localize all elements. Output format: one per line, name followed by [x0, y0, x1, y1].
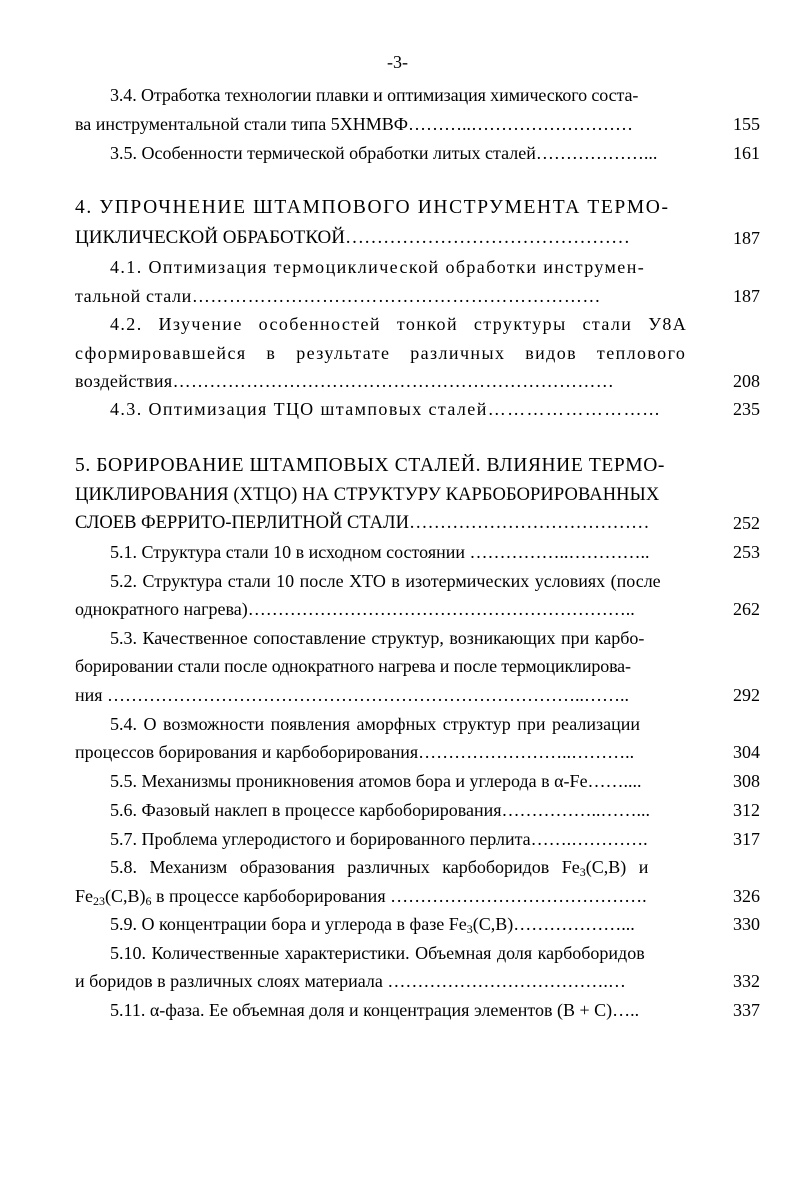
toc-entry-3-4-line-1: 3.4. Отработка технологии плавки и оптимизация химического соста- [110, 85, 639, 105]
toc-chapter-5-line-1: 5. БОРИРОВАНИЕ ШТАМПОВЫХ СТАЛЕЙ. ВЛИЯНИЕ ТЕРМО- [75, 455, 666, 476]
toc-entry-5-11-page: 337 [733, 1000, 760, 1020]
toc-entry-4-1-line-2: тальной стали………………………………………………………… [75, 286, 602, 306]
page-number: -3- [387, 52, 408, 72]
toc-entry-5-8-line-2: $Fe_{23}(C,B)_6$ в процессе карбоборирования ……………………………………. [75, 886, 647, 908]
toc-chapter-4-page: 187 [733, 228, 760, 248]
toc-entry-3-5-page: 161 [733, 143, 760, 163]
toc-entry-3-5-line-1: 3.5. Особенности термической обработки литых сталей………………... [110, 143, 658, 163]
toc-entry-5-3-line-1: 5.3. Качественное сопоставление структур, возникающих при карбо- [110, 628, 645, 648]
toc-entry-5-1-page: 253 [733, 542, 760, 562]
toc-entry-5-7-line-1: 5.7. Проблема углеродистого и борированного перлита…….…………. [110, 829, 648, 849]
toc-entry-4-2-line-1: 4.2. Изучение особенностей тонкой структуры стали У8А [110, 314, 688, 334]
toc-entry-3-4-line-2: ва инструментальной стали типа 5ХНМВФ………..……………………… [75, 114, 634, 134]
toc-entry-5-6-page: 312 [733, 800, 760, 820]
toc-entry-5-8-line-1: 5.8. Механизм образования различных карбоборидов $Fe_3(C,B)$ и [110, 857, 649, 879]
toc-entry-5-3-line-2: борировании стали после однократного нагрева и после термоциклирова- [75, 656, 631, 676]
toc-entry-5-10-line-1: 5.10. Количественные характеристики. Объемная доля карбоборидов [110, 943, 645, 963]
toc-entry-4-3-page: 235 [733, 399, 760, 419]
toc-chapter-4-line-1: 4. УПРОЧНЕНИЕ ШТАМПОВОГО ИНСТРУМЕНТА ТЕРМО- [75, 197, 670, 218]
toc-entry-5-4-line-1: 5.4. О возможности появления аморфных структур при реализации [110, 714, 641, 734]
toc-chapter-5-line-2: ЦИКЛИРОВАНИЯ (ХТЦО) НА СТРУКТУРУ КАРБОБОРИРОВАННЫХ [75, 485, 660, 505]
toc-chapter-5-page: 252 [733, 513, 760, 533]
toc-entry-5-5-line-1: 5.5. Механизмы проникновения атомов бора и углерода в α-Fe…….... [110, 771, 642, 791]
toc-entry-3-4-page: 155 [733, 114, 760, 134]
toc-entry-5-2-page: 262 [733, 599, 760, 619]
toc-entry-5-5-page: 308 [733, 771, 760, 791]
toc-entry-5-8-page: 326 [733, 886, 760, 906]
toc-entry-5-11-line-1: 5.11. α-фаза. Ее объемная доля и концентрация элементов (B + C)….. [110, 1000, 640, 1020]
toc-entry-5-9-page: 330 [733, 914, 760, 934]
toc-entry-4-3-line-1: 4.3. Оптимизация ТЦО штамповых сталей……………………... [110, 399, 661, 419]
toc-entry-5-10-page: 332 [733, 971, 760, 991]
toc-entry-5-3-line-3: ния ……………………………………………………………………..…….. [75, 685, 630, 705]
toc-entry-4-2-line-3: воздействия……………………………………………………………… [75, 371, 615, 391]
toc-entry-5-1-line-1: 5.1. Структура стали 10 в исходном состоянии ……………..………….. [110, 542, 650, 562]
toc-entry-5-9-line-1: 5.9. О концентрации бора и углерода в фазе $Fe_3(C,B)\dots\dots\dots\dots\dots\dots$... [110, 914, 635, 936]
toc-entry-5-2-line-1: 5.2. Структура стали 10 после ХТО в изотермических условиях (после [110, 571, 661, 591]
toc-entry-5-6-line-1: 5.6. Фазовый наклеп в процессе карбоборирования……………..……... [110, 800, 651, 820]
toc-entry-5-3-page: 292 [733, 685, 760, 705]
toc-entry-4-2-line-2: сформировавшейся в результате различных видов теплового [75, 343, 687, 363]
toc-entry-4-1-page: 187 [733, 286, 760, 306]
toc-entry-5-7-page: 317 [733, 829, 760, 849]
toc-entry-5-2-line-2: однократного нагрева)……………………………………………………….. [75, 599, 635, 619]
toc-entry-4-2-page: 208 [733, 371, 760, 391]
toc-chapter-4-line-2: ЦИКЛИЧЕСКОЙ ОБРАБОТКОЙ……………………………………… [75, 227, 630, 248]
toc-entry-5-4-line-2: процессов борирования и карбоборирования……………………..……….. [75, 742, 635, 762]
toc-chapter-5-line-3: СЛОЕВ ФЕРРИТО-ПЕРЛИТНОЙ СТАЛИ………………………………… [75, 513, 650, 533]
toc-entry-4-1-line-1: 4.1. Оптимизация термоциклической обработки инструмен- [110, 257, 646, 277]
toc-entry-5-4-page: 304 [733, 742, 760, 762]
toc-entry-5-10-line-2: и боридов в различных слоях материала ……………………………….… [75, 971, 626, 991]
